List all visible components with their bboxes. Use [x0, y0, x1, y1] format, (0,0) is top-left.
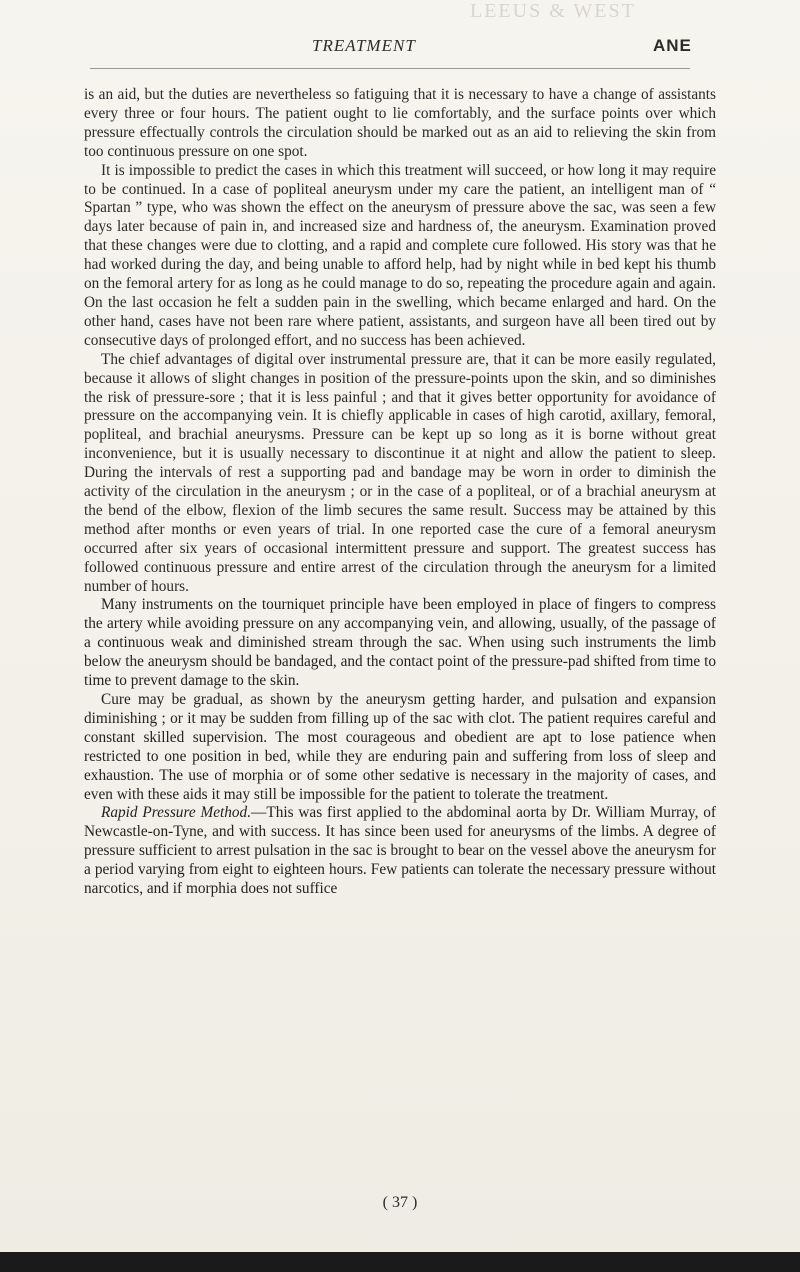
- page-bottom-edge: [0, 1252, 800, 1272]
- paragraph: [84, 691, 716, 804]
- paragraph: [84, 86, 716, 162]
- paragraph-text: Many instruments on the tourniquet principle have been employed in place of fingers to compress the artery while avoiding pressure on any accompanying vein, and allowing, usually, of the passage of a continuous weak and diminished stream through the sac. When using such instruments the limb below the aneurysm should be bandaged, and the contact point of the pressure-pad shifted from time to time to prevent damage to the skin.: [84, 596, 716, 690]
- page-number: ( 37 ): [382, 1194, 418, 1211]
- paragraph: [84, 804, 716, 899]
- paragraph: [84, 596, 716, 691]
- paragraph-text: It is impossible to predict the cases in which this treatment will succeed, or how long it may require to be continued. In a case of popliteal aneurysm under my care the patient, an intelligent man of “ Spartan ” type, who was shown the effect on the aneurysm of pressure above the sac, was seen a few days later because of pain in, and increased size and hardness of, the aneurysm. Examination proved that these changes were due to clotting, and a rapid and complete cure followed. His story was that he had worked during the day, and being unable to afford help, had by night while in bed kept his thumb on the femoral artery for as long as he could manage to do so, repeating the procedure again and again. On the last occasion he felt a sudden pain in the swelling, which became enlarged and hard. On the other hand, cases have not been rare where patient, assistants, and surgeon have all been tired out by consecutive days of prolonged effort, and no success has been achieved.: [84, 161, 716, 349]
- paragraph-text: The chief advantages of digital over instrumental pressure are, that it can be more easily regulated, because it allows of slight changes in position of the pressure-points upon the skin, and so diminishes the risk of pressure-sore ; that it is less painful ; and that it gives better opportunity for avoidance of pressure on the accompanying vein. It is chiefly applicable in cases of high carotid, axillary, femoral, popliteal, and brachial aneurysms. Pressure can be kept up so long as it is borne without great inconvenience, but it is usually necessary to discontinue it at night and allow the patient to sleep. During the intervals of rest a supporting pad and bandage may be worn in order to diminish the activity of the circulation in the aneurysm ; or in the case of a popliteal, or of a brachial aneurysm at the bend of the elbow, flexion of the limb secures the same result. Success may be attained by this method after months or even years of trial. In one reported case the cure of a femoral aneurysm occurred after six years of occasional intermittent pressure and support. The greatest success has followed continuous pressure and entire arrest of the circulation through the aneurysm for a limited number of hours.: [84, 350, 716, 595]
- paragraph: [84, 351, 716, 597]
- paragraph: [84, 162, 716, 351]
- running-header: [0, 36, 800, 64]
- bleed-through-text: LEEUS & WEST: [470, 0, 636, 22]
- paragraph-text: Cure may be gradual, as shown by the aneurysm getting harder, and pulsation and expansion diminishing ; or it may be sudden from filling up of the sac with clot. The patient requires careful and constant skilled supervision. The most courageous and obedient are apt to lose patience when restricted to one position in bed, while they are enduring pain and suffering from loss of sleep and exhaustion. The use of morphia or of some other sedative is necessary in the majority of cases, and even with these aids it may still be impossible for the patient to tolerate the treatment.: [84, 691, 716, 803]
- paragraph-text: is an aid, but the duties are nevertheless so fatiguing that it is necessary to have a change of assistants every three or four hours. The patient ought to lie comfortably, and the surface points over which pressure effectually controls the circulation should be marked out as an aid to relieving the skin from too continuous pressure on one spot.: [84, 86, 716, 160]
- running-header-title: TREATMENT: [312, 36, 416, 55]
- paragraph-text: —This was first applied to the abdominal aorta by Dr. William Murray, of Newcastle-on-Tyne, and with success. It has since been used for aneurysms of the limbs. A degree of pressure sufficient to arrest pulsation in the sac is brought to bear on the vessel above the aneurysm for a period varying from eight to eighteen hours. Few patients can tolerate the necessary pressure without narcotics, and if morphia does not suffice: [84, 804, 716, 898]
- running-header-right: ANE: [653, 36, 692, 55]
- section-lead: Rapid Pressure Method.: [101, 804, 252, 822]
- header-rule: [90, 68, 690, 69]
- body-text: [84, 86, 716, 899]
